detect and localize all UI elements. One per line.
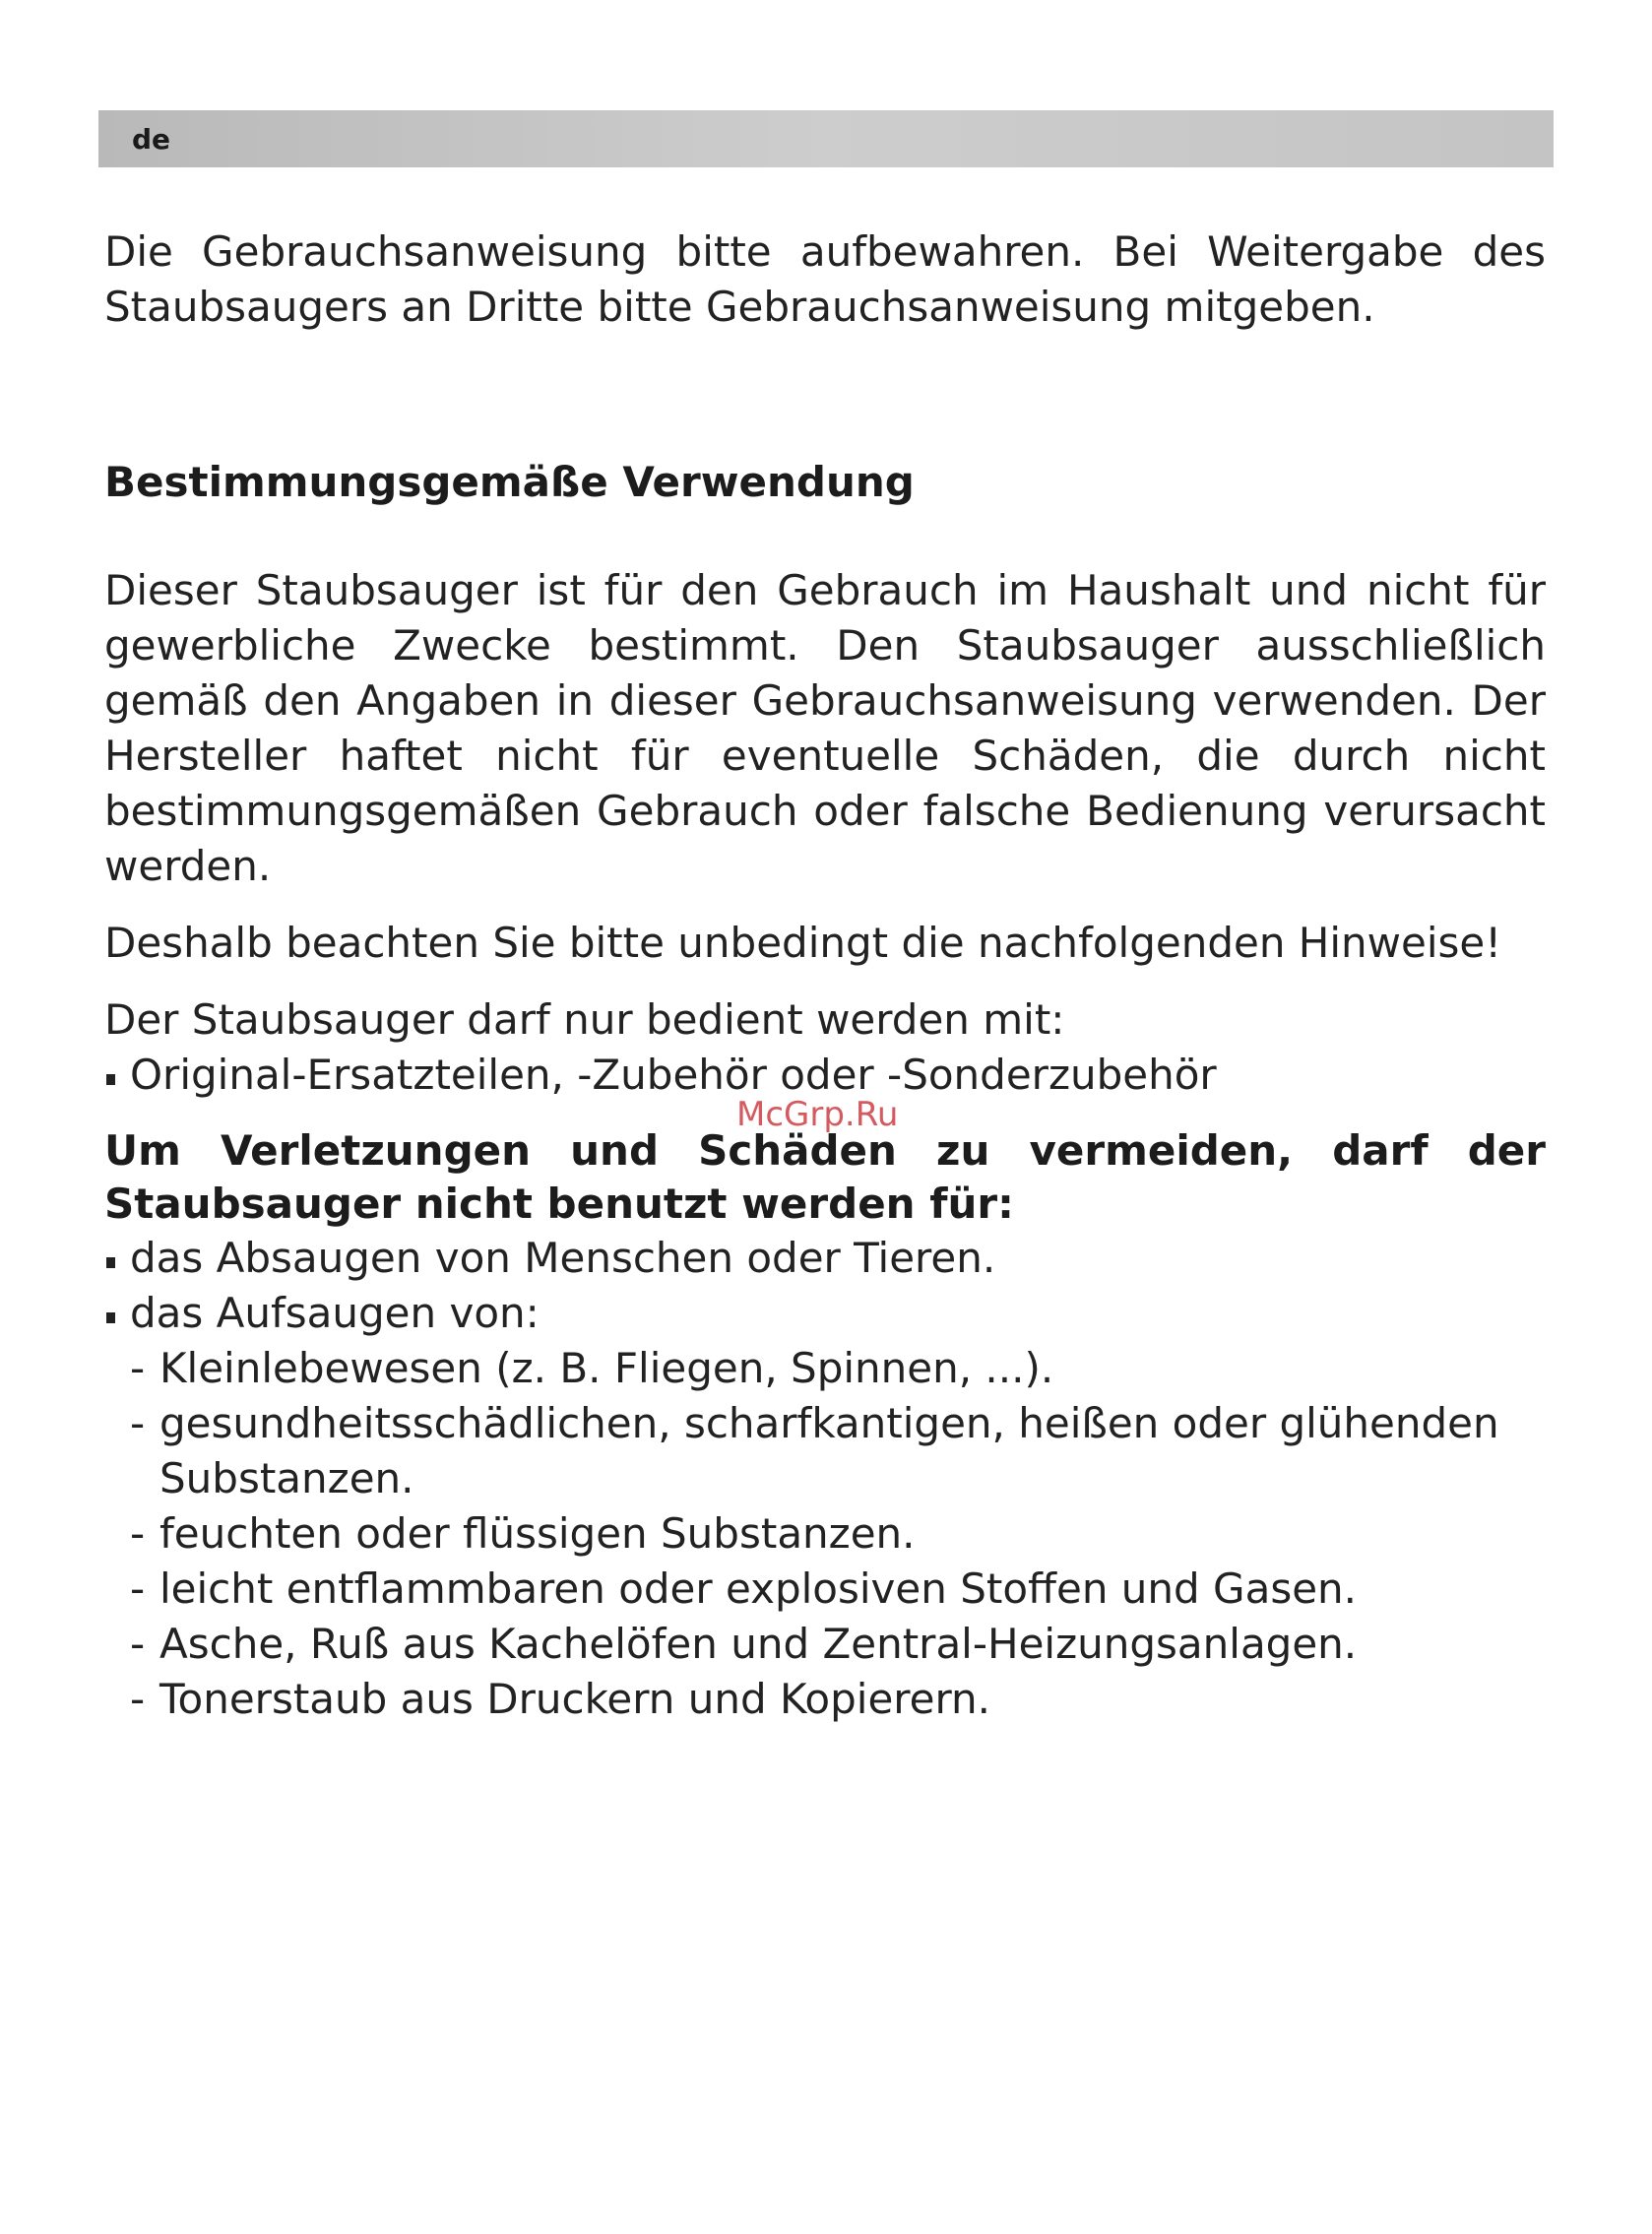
substance-list — [104, 1341, 1546, 1727]
sub-list-item — [104, 1672, 1546, 1727]
warning-heading: Um Verletzungen und Schäden zu vermeiden, darf der Staubsauger nicht benutzt werden für: — [104, 1126, 1546, 1228]
list-item-text: das Aufsaugen von: — [130, 1289, 540, 1337]
dash-icon: - — [130, 1620, 146, 1668]
sub-list-item — [104, 1506, 1546, 1562]
sub-list-item — [104, 1617, 1546, 1672]
sub-list-item-text: gesundheitsschädlichen, scharfkantigen, heißen oder glühenden Substanzen. — [159, 1399, 1499, 1502]
sub-list-item-text: leicht entflammbaren oder explosiven Stoffen und Gasen. — [159, 1564, 1358, 1613]
list-item — [104, 1231, 1546, 1286]
bullet-icon — [106, 1074, 115, 1085]
section-heading: Bestimmungsgemäße Verwendung — [104, 458, 915, 506]
bullet-icon — [106, 1312, 115, 1323]
dash-icon: - — [130, 1509, 146, 1558]
sub-list-item-text: Asche, Ruß aus Kachelöfen und Zentral-Heizungsanlagen. — [159, 1620, 1358, 1668]
sub-list-item — [104, 1396, 1546, 1506]
prohibited-list — [104, 1231, 1546, 1341]
sub-list-item-text: Kleinlebewesen (z. B. Fliegen, Spinnen, ...). — [159, 1344, 1054, 1392]
dash-icon: - — [130, 1344, 146, 1392]
list-item-text: das Absaugen von Menschen oder Tieren. — [130, 1234, 996, 1282]
usage-paragraph: Dieser Staubsauger ist für den Gebrauch im Haushalt und nicht für gewerbliche Zwecke bestimmt. Den Staubsauger ausschließlich gemäß den Angaben in dieser Gebrauchsanweisung verwenden. Der Hersteller haftet nicht für eventuelle Schäden, die durch nicht bestimmungsgemäßen Gebrauch oder falsche Bedienung verursacht werden. — [104, 566, 1546, 890]
dash-icon: - — [130, 1399, 146, 1447]
intro-paragraph: Die Gebrauchsanweisung bitte aufbewahren. Bei Weitergabe des Staubsaugers an Dritte bitte Gebrauchsanweisung mitgeben. — [104, 227, 1546, 331]
language-header-bar — [98, 110, 1554, 167]
sub-list-item — [104, 1341, 1546, 1396]
dash-icon: - — [130, 1675, 146, 1723]
watermark: McGrp.Ru — [736, 1095, 899, 1134]
bullet-icon — [106, 1257, 115, 1268]
language-code: de — [132, 123, 171, 156]
list-item-text: Original-Ersatzteilen, -Zubehör oder -Sonderzubehör — [130, 1051, 1217, 1099]
dash-icon: - — [130, 1564, 146, 1613]
sub-list-item — [104, 1562, 1546, 1617]
sub-list-item-text: Tonerstaub aus Druckern und Kopierern. — [159, 1675, 990, 1723]
document-body — [104, 224, 1546, 1727]
operation-paragraph: Der Staubsauger darf nur bedient werden mit: — [104, 995, 1065, 1044]
notice-paragraph: Deshalb beachten Sie bitte unbedingt die nachfolgenden Hinweise! — [104, 919, 1502, 967]
sub-list-item-text: feuchten oder flüssigen Substanzen. — [159, 1509, 916, 1558]
list-item — [104, 1286, 1546, 1341]
